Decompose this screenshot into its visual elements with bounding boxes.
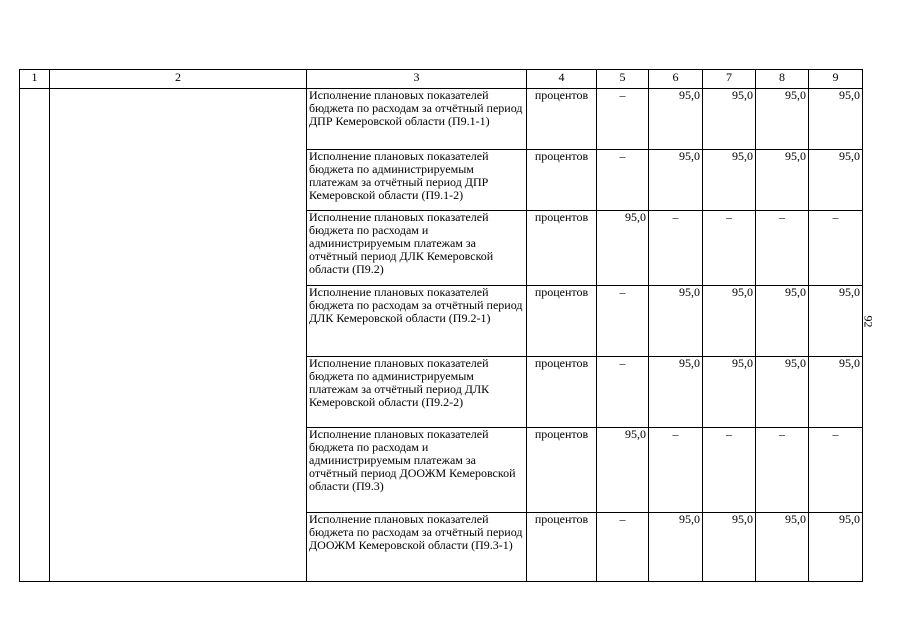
value-cell-6: 95,0 <box>649 89 703 150</box>
value-cell-8: 95,0 <box>756 513 809 582</box>
value-cell-8: 95,0 <box>756 150 809 211</box>
value-cell-6: 95,0 <box>649 286 703 357</box>
indicator-description: Исполнение плановых показателей бюджета по расходам и администрируемым платежам за отчётный период ДЛК Кемеровской области (П9.2) <box>307 211 527 286</box>
value-cell-9: 95,0 <box>809 513 863 582</box>
indicator-description: Исполнение плановых показателей бюджета по расходам за отчётный период ДООЖМ Кемеровской области (П9.3-1) <box>307 513 527 582</box>
indicator-description: Исполнение плановых показателей бюджета по администрируемым платежам за отчётный период ДЛК Кемеровской области (П9.2-2) <box>307 357 527 428</box>
column-header: 9 <box>809 70 863 89</box>
merged-cell-col1 <box>20 89 50 582</box>
value-cell-7: – <box>703 211 756 286</box>
value-cell-9: 95,0 <box>809 357 863 428</box>
value-cell-7: 95,0 <box>703 286 756 357</box>
table-header-row <box>20 70 863 89</box>
column-header: 6 <box>649 70 703 89</box>
value-cell-5: 95,0 <box>597 428 649 513</box>
merged-cell-col2 <box>50 89 307 582</box>
indicators-table <box>19 69 863 582</box>
value-cell-5: – <box>597 513 649 582</box>
table-row <box>20 89 863 150</box>
value-cell-9: – <box>809 211 863 286</box>
value-cell-6: – <box>649 211 703 286</box>
value-cell-6: – <box>649 428 703 513</box>
unit-cell: процентов <box>527 211 597 286</box>
value-cell-5: 95,0 <box>597 211 649 286</box>
value-cell-7: – <box>703 428 756 513</box>
value-cell-7: 95,0 <box>703 513 756 582</box>
column-header: 8 <box>756 70 809 89</box>
column-header: 1 <box>20 70 50 89</box>
value-cell-9: 95,0 <box>809 150 863 211</box>
indicator-description: Исполнение плановых показателей бюджета по администрируемым платежам за отчётный период ДПР Кемеровской области (П9.1-2) <box>307 150 527 211</box>
column-header: 3 <box>307 70 527 89</box>
column-header: 4 <box>527 70 597 89</box>
value-cell-5: – <box>597 286 649 357</box>
value-cell-8: 95,0 <box>756 286 809 357</box>
value-cell-5: – <box>597 89 649 150</box>
unit-cell: процентов <box>527 150 597 211</box>
value-cell-5: – <box>597 150 649 211</box>
value-cell-6: 95,0 <box>649 513 703 582</box>
value-cell-8: 95,0 <box>756 357 809 428</box>
value-cell-9: 95,0 <box>809 89 863 150</box>
value-cell-7: 95,0 <box>703 150 756 211</box>
unit-cell: процентов <box>527 513 597 582</box>
unit-cell: процентов <box>527 357 597 428</box>
indicator-description: Исполнение плановых показателей бюджета по расходам и администрируемым платежам за отчётный период ДООЖМ Кемеровской области (П9.3) <box>307 428 527 513</box>
value-cell-7: 95,0 <box>703 89 756 150</box>
value-cell-8: – <box>756 428 809 513</box>
value-cell-8: – <box>756 211 809 286</box>
unit-cell: процентов <box>527 89 597 150</box>
column-header: 2 <box>50 70 307 89</box>
column-header: 7 <box>703 70 756 89</box>
value-cell-5: – <box>597 357 649 428</box>
indicator-description: Исполнение плановых показателей бюджета по расходам за отчётный период ДПР Кемеровской области (П9.1-1) <box>307 89 527 150</box>
value-cell-6: 95,0 <box>649 357 703 428</box>
value-cell-8: 95,0 <box>756 89 809 150</box>
value-cell-6: 95,0 <box>649 150 703 211</box>
value-cell-9: 95,0 <box>809 286 863 357</box>
unit-cell: процентов <box>527 286 597 357</box>
indicator-description: Исполнение плановых показателей бюджета по расходам за отчётный период ДЛК Кемеровской области (П9.2-1) <box>307 286 527 357</box>
column-header: 5 <box>597 70 649 89</box>
unit-cell: процентов <box>527 428 597 513</box>
value-cell-7: 95,0 <box>703 357 756 428</box>
value-cell-9: – <box>809 428 863 513</box>
page-number: 92 <box>861 315 876 328</box>
